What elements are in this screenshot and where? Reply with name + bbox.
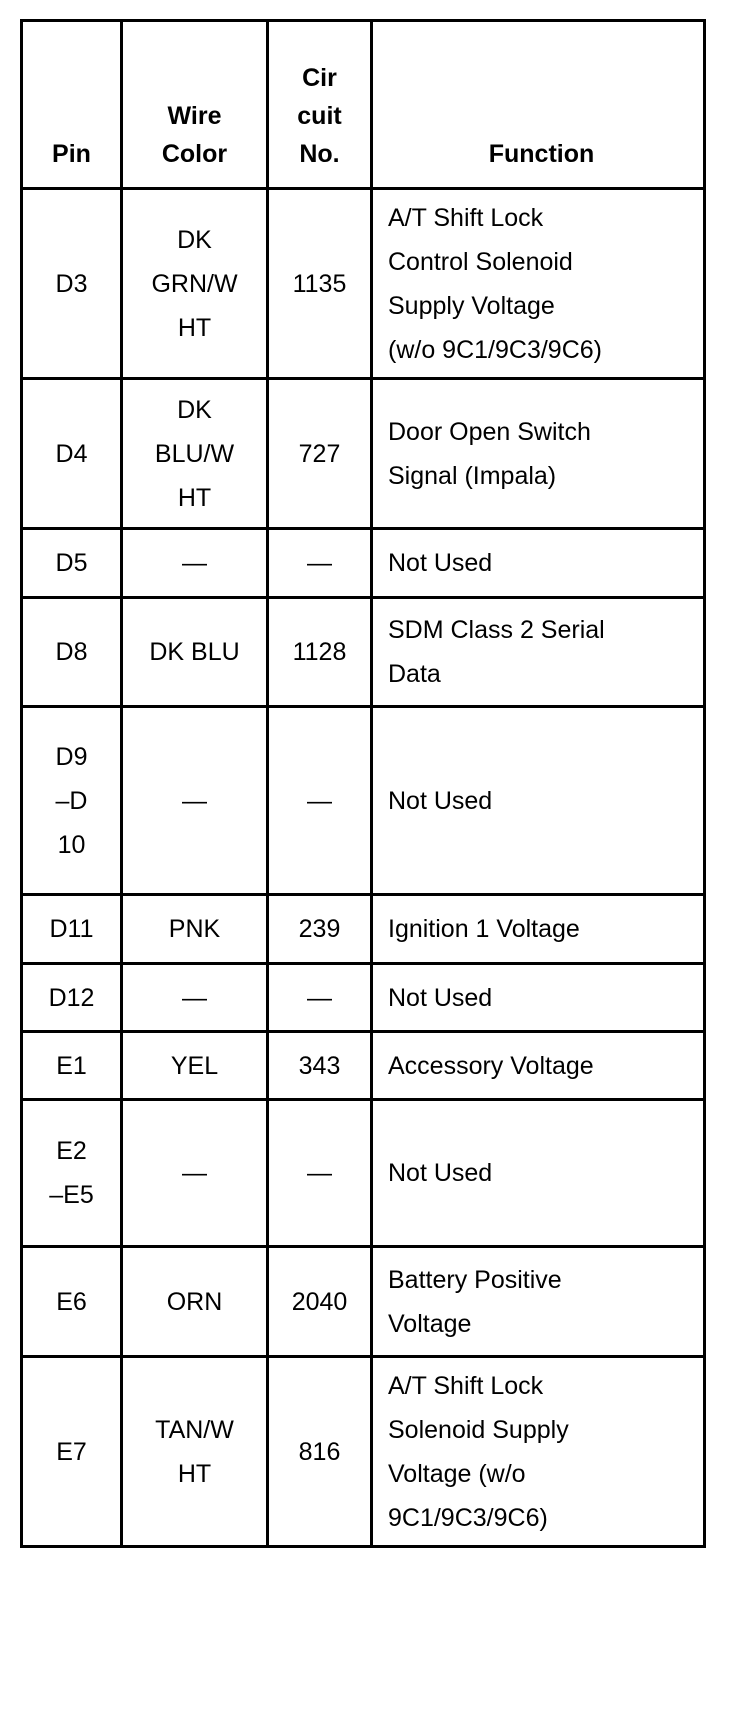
- wire-color-cell: PNK: [122, 895, 268, 964]
- wire-color-cell: —: [122, 529, 268, 598]
- circuit-cell: 727: [268, 379, 372, 529]
- wire-color-cell: —: [122, 1100, 268, 1247]
- function-cell: Not Used: [372, 707, 705, 895]
- pin-cell: D8: [22, 598, 122, 707]
- table-row: [22, 529, 705, 598]
- table-row: [22, 895, 705, 964]
- header-wire-color: Wire Color: [122, 21, 268, 189]
- connector-pinout-table: [20, 19, 706, 1548]
- wire-color-cell: DK BLU/W HT: [122, 379, 268, 529]
- pin-cell: E6: [22, 1247, 122, 1357]
- wire-color-cell: YEL: [122, 1032, 268, 1100]
- pin-cell: E1: [22, 1032, 122, 1100]
- function-cell: Ignition 1 Voltage: [372, 895, 705, 964]
- header-function: Function: [372, 21, 705, 189]
- wire-color-cell: DK BLU: [122, 598, 268, 707]
- pin-cell: D12: [22, 964, 122, 1032]
- wire-color-cell: —: [122, 964, 268, 1032]
- table-row: [22, 379, 705, 529]
- function-cell: Not Used: [372, 529, 705, 598]
- circuit-cell: —: [268, 529, 372, 598]
- pin-cell: D5: [22, 529, 122, 598]
- function-cell: Door Open Switch Signal (Impala): [372, 379, 705, 529]
- table-row: [22, 1100, 705, 1247]
- header-circuit-number: Cir cuit No.: [268, 21, 372, 189]
- circuit-cell: 1135: [268, 189, 372, 379]
- function-cell: Not Used: [372, 964, 705, 1032]
- pin-cell: D4: [22, 379, 122, 529]
- table-row: [22, 1357, 705, 1547]
- function-cell: Battery Positive Voltage: [372, 1247, 705, 1357]
- table-row: [22, 598, 705, 707]
- circuit-cell: 343: [268, 1032, 372, 1100]
- table-row: [22, 1247, 705, 1357]
- table-row: [22, 964, 705, 1032]
- function-cell: A/T Shift Lock Solenoid Supply Voltage (w/o 9C1/9C3/9C6): [372, 1357, 705, 1547]
- circuit-cell: —: [268, 964, 372, 1032]
- circuit-cell: 239: [268, 895, 372, 964]
- wire-color-cell: —: [122, 707, 268, 895]
- wire-color-cell: ORN: [122, 1247, 268, 1357]
- circuit-cell: —: [268, 1100, 372, 1247]
- wire-color-cell: TAN/W HT: [122, 1357, 268, 1547]
- circuit-cell: 816: [268, 1357, 372, 1547]
- circuit-cell: 2040: [268, 1247, 372, 1357]
- table-row: [22, 1032, 705, 1100]
- pin-cell: E7: [22, 1357, 122, 1547]
- header-row: [22, 21, 705, 189]
- table-row: [22, 189, 705, 379]
- pin-cell: D9 –D 10: [22, 707, 122, 895]
- function-cell: SDM Class 2 Serial Data: [372, 598, 705, 707]
- circuit-cell: —: [268, 707, 372, 895]
- pin-cell: D3: [22, 189, 122, 379]
- circuit-cell: 1128: [268, 598, 372, 707]
- header-pin: Pin: [22, 21, 122, 189]
- wire-color-cell: DK GRN/W HT: [122, 189, 268, 379]
- function-cell: A/T Shift Lock Control Solenoid Supply Voltage (w/o 9C1/9C3/9C6): [372, 189, 705, 379]
- pin-cell: E2 –E5: [22, 1100, 122, 1247]
- table-row: [22, 707, 705, 895]
- pin-cell: D11: [22, 895, 122, 964]
- function-cell: Not Used: [372, 1100, 705, 1247]
- function-cell: Accessory Voltage: [372, 1032, 705, 1100]
